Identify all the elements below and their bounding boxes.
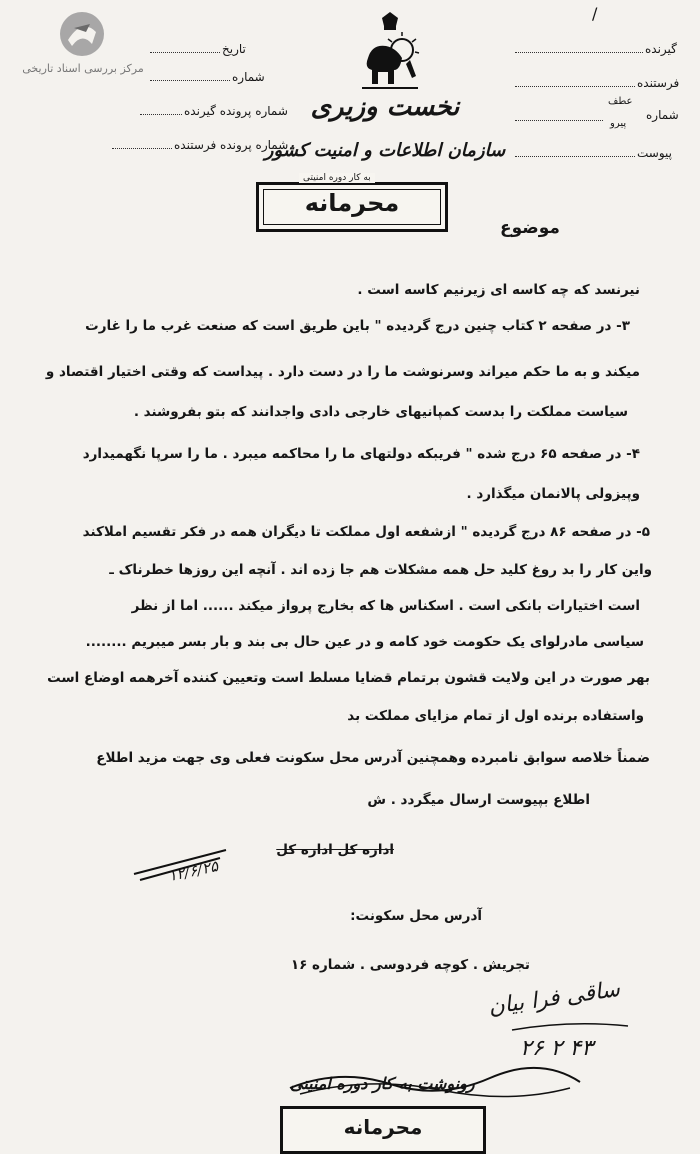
- body-line: اطلاع بپیوست ارسال میگردد . ش: [367, 792, 590, 808]
- archive-watermark-text: مرکز بررسی اسناد تاریخی: [22, 62, 144, 75]
- corner-mark: /: [592, 4, 598, 23]
- reference-option-label: عطف: [608, 96, 633, 107]
- body-line: ۴- در صفحه ۶۵ درج شده " فریبکه دولتهای ما را محاکمه میبرد . ما را سرپا نگهمیدارد: [82, 446, 640, 462]
- subject-label: موضوع: [500, 218, 560, 238]
- body-line: سیاست مملکت را بدست کمپانیهای خارجی دادی واجدانند که بتو بفروشند .: [133, 404, 628, 420]
- number-field-label: شماره: [232, 70, 265, 84]
- archive-logo-icon: [56, 10, 108, 58]
- body-line: سیاسی مادرلوای یک حکومت خود کامه و در عین حال بی بند و بار بسر میبریم ........: [85, 634, 644, 650]
- body-line: نیرنسد که چه کاسه ای زیرنیم کاسه است .: [357, 282, 640, 298]
- handwritten-signature: ساقی فرا بیان: [486, 976, 622, 1021]
- handwritten-date-left: ۱۲/۶/۲۵: [166, 856, 220, 886]
- scribble-mark: [280, 1060, 590, 1100]
- cc-line: اداره کل اداره کل: [276, 842, 394, 858]
- confidential-stamp: [256, 173, 448, 232]
- handwritten-date-right: ۲۶ ۲ ۴۳: [520, 1036, 594, 1061]
- body-line: واین کار را بد روغ کلید حل همه مشکلات هم جا زده اند . آنچه این روزها خطرناک ـ: [109, 562, 652, 578]
- body-line: میکند و به ما حکم میراند وسرنوشت ما را در دست دارد . پیداست که وقتی اختیار اقتصاد و: [45, 364, 640, 380]
- archive-watermark: [8, 6, 148, 78]
- address-label: آدرس محل سکونت:: [350, 908, 482, 924]
- sender-file-number-label: شماره پرونده فرستنده: [174, 138, 289, 152]
- confidential-stamp-text: محرمانه: [304, 189, 400, 217]
- body-line: است اختیارات بانکی است . اسکناس ها که بخارج پرواز میکند ...... اما از نظر: [131, 598, 640, 614]
- letterhead-title: نخست وزیری: [310, 92, 460, 122]
- stamp-caption: به کار دوره امنیتی: [299, 173, 375, 183]
- bottom-copy-note: رونوشت به کار دوره امنیتی: [290, 1074, 475, 1093]
- letter-number-label: شماره: [646, 108, 679, 122]
- cross-out-mark: [130, 844, 230, 884]
- recipient-field-label: گیرنده: [645, 42, 677, 56]
- follow-up-option-label: پیرو: [610, 118, 627, 129]
- receiver-file-number-label: شماره پرونده گیرنده: [184, 104, 288, 118]
- body-line: بهر صورت در این ولایت قشون برتمام قضایا مسلط است وتعیین کننده آخرهمه اوضاع است: [47, 670, 650, 686]
- attachment-field-label: پیوست: [637, 146, 672, 160]
- body-line: ۵- در صفحه ۸۶ درج گردیده " ازشفعه اول مملکت تا دیگران همه در فکر تقسیم املاکند: [82, 524, 650, 540]
- body-line: واستفاده برنده اول از تمام مزایای مملکت بد: [347, 708, 644, 724]
- lion-and-sun-crest-icon: [350, 10, 430, 90]
- sender-field-label: فرستنده: [637, 76, 680, 90]
- body-line: ضمناً خلاصه سوابق نامبرده وهمچنین آدرس محل سکونت فعلی وی جهت مزید اطلاع: [96, 750, 650, 766]
- address-text: تجریش . کوچه فردوسی . شماره ۱۶: [290, 957, 530, 973]
- body-line: ۳- در صفحه ۲ کتاب چنین درج گردیده " باین طریق است که صنعت غرب ما را غارت: [85, 318, 630, 334]
- bottom-stamp-text: محرمانه: [343, 1115, 423, 1139]
- bottom-confidential-stamp: [280, 1106, 486, 1154]
- body-line: وپیزولی پالانمان میگذارد .: [466, 486, 640, 502]
- letterhead-organization: سازمان اطلاعات و امنیت کشور: [264, 140, 506, 161]
- signature-underline: [510, 1020, 630, 1034]
- date-field-label: تاریخ: [222, 42, 246, 56]
